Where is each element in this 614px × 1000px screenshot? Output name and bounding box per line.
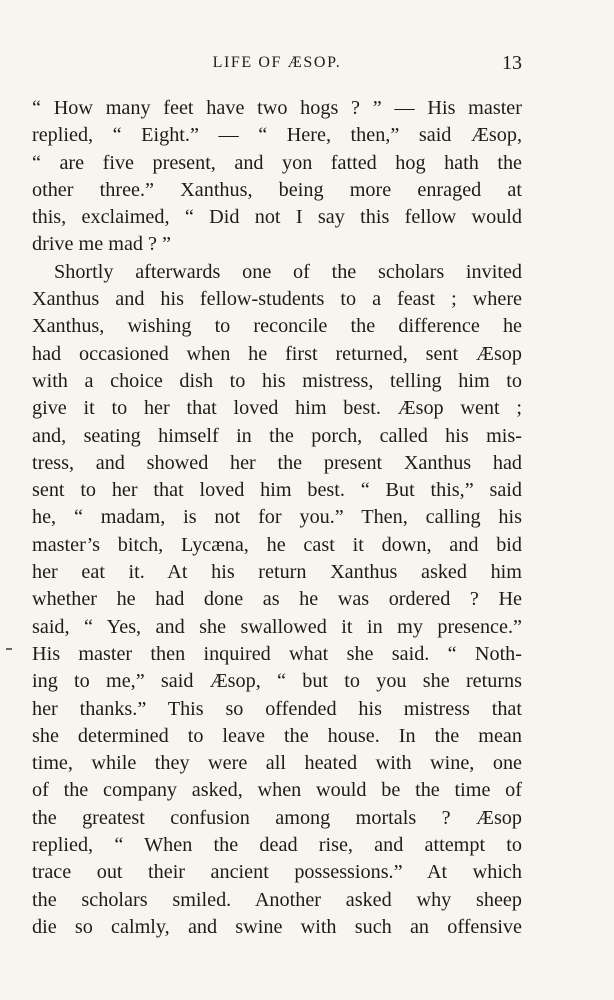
text-line: “ How many feet have two hogs ? ” — His master [32, 97, 522, 119]
text-line: Shortly afterwards one of the scholars invited [54, 260, 522, 283]
text-line: Xanthus and his fellow-students to a feast ; where [32, 288, 522, 311]
text-line: give it to her that loved him best. Æsop went ; [32, 397, 522, 420]
text-line: the greatest confusion among mortals ? Æsop [32, 806, 522, 829]
text-line: “ are five present, and yon fatted hog hath the [32, 151, 522, 174]
text-line: the scholars smiled. Another asked why sheep [32, 888, 522, 911]
text-line: she determined to leave the house. In the mean [32, 724, 522, 747]
text-line: her thanks.” This so offended his mistress that [32, 697, 522, 720]
text-line: master’s bitch, Lycæna, he cast it down, and bid [32, 533, 522, 556]
margin-mark [6, 648, 12, 650]
text-line: whether he had done as he was ordered ? He [32, 588, 522, 611]
text-line: replied, “ Eight.” — “ Here, then,” said Æsop, [32, 124, 522, 147]
text-line: other three.” Xanthus, being more enraged at [32, 178, 522, 201]
text-line: he, “ madam, is not for you.” Then, calling his [32, 506, 522, 529]
text-line: ing to me,” said Æsop, “ but to you she returns [32, 670, 522, 693]
text-line: Xanthus, wishing to reconcile the difference he [32, 315, 522, 338]
text-line: this, exclaimed, “ Did not I say this fellow would [32, 206, 522, 229]
text-line: of the company asked, when would be the time of [32, 779, 522, 802]
page-number: 13 [502, 52, 522, 74]
text-line: said, “ Yes, and she swallowed it in my presence.” [32, 615, 522, 638]
text-line: with a choice dish to his mistress, telling him to [32, 369, 522, 392]
text-line: had occasioned when he first returned, sent Æsop [32, 342, 522, 365]
text-line: tress, and showed her the present Xanthus had [32, 451, 522, 474]
body-text [32, 95, 522, 941]
text-line: replied, “ When the dead rise, and attempt to [32, 834, 522, 857]
running-title: LIFE OF ÆSOP. [212, 54, 342, 71]
text-line: sent to her that loved him best. “ But this,” said [32, 479, 522, 502]
text-line: drive me mad ? ” [32, 233, 172, 256]
text-line: time, while they were all heated with wine, one [32, 752, 522, 775]
text-line: die so calmly, and swine with such an offensive [32, 915, 522, 938]
text-line: her eat it. At his return Xanthus asked him [32, 561, 522, 584]
text-line: and, seating himself in the porch, called his mis- [32, 424, 522, 447]
page-header [32, 52, 522, 76]
text-line: trace out their ancient possessions.” At which [32, 861, 522, 884]
text-line: His master then inquired what she said. “ Noth- [32, 642, 522, 665]
